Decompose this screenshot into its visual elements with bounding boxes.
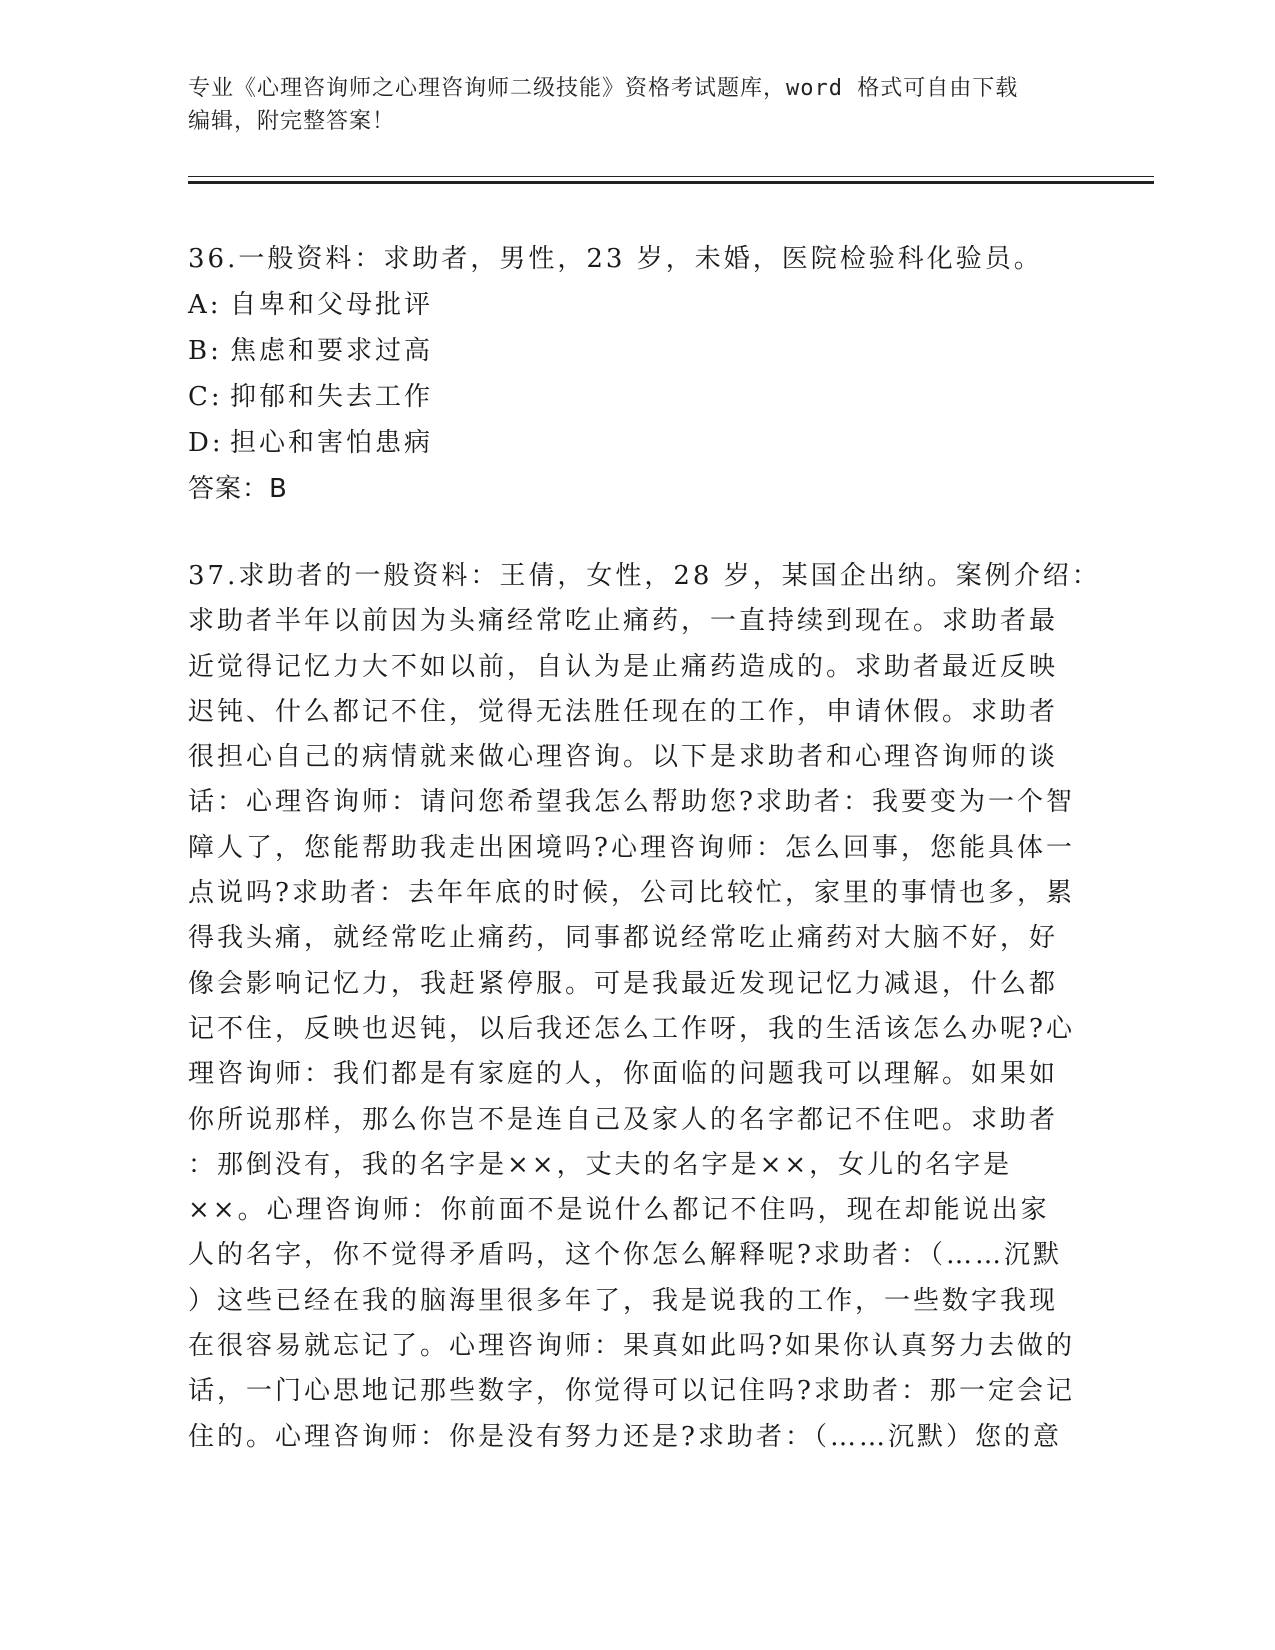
paragraph-line: 人的名字，你不觉得矛盾吗，这个你怎么解释呢?求助者：（……沉默 [188, 1240, 1062, 1271]
question-36 [188, 236, 1088, 512]
paragraph-line: ××。心理咨询师：你前面不是说什么都记不住吗，现在却能说出家 [188, 1195, 1050, 1226]
paragraph-line: 你所说那样，那么你岂不是连自己及家人的名字都记不住吧。求助者 [188, 1104, 1059, 1135]
header-divider-thick [188, 181, 1154, 184]
option-a [188, 282, 1088, 328]
option-text: 焦虑和要求过高 [230, 336, 434, 366]
paragraph-line: ：那倒没有，我的名字是××，丈夫的名字是××，女儿的名字是 [188, 1149, 1013, 1180]
option-c [188, 374, 1088, 420]
paragraph-line: 37.求助者的一般资料：王倩，女性，28 岁，某国企出纳。案例介绍： [188, 561, 1101, 591]
paragraph-line: 很担心自己的病情就来做心理咨询。以下是求助者和心理咨询师的谈 [188, 742, 1059, 773]
option-letter: C: [188, 382, 223, 412]
paragraph-line: 在很容易就忘记了。心理咨询师：果真如此吗?如果你认真努力去做的 [188, 1331, 1075, 1362]
header-divider-thin [188, 176, 1154, 177]
option-letter: A: [188, 290, 222, 320]
option-text: 抑郁和失去工作 [230, 382, 434, 412]
paragraph-line: 话，一门心思地记那些数字，你觉得可以记住吗?求助者：那一定会记 [188, 1376, 1075, 1407]
paragraph-line: 迟钝、什么都记不住，觉得无法胜任现在的工作，申请休假。求助者 [188, 696, 1059, 727]
paragraph-line: 求助者半年以前因为头痛经常吃止痛药，一直持续到现在。求助者最 [188, 606, 1059, 637]
question-37 [188, 554, 1101, 1460]
paragraph-line: 点说吗?求助者：去年年底的时候，公司比较忙，家里的事情也多，累 [188, 878, 1075, 909]
paragraph-line: ）这些已经在我的脑海里很多年了，我是说我的工作，一些数字我现 [188, 1285, 1059, 1316]
paragraph-line: 像会影响记忆力，我赶紧停服。可是我最近发现记忆力减退，什么都 [188, 968, 1059, 999]
option-text: 自卑和父母批评 [230, 290, 434, 320]
header-line-1: 专业《心理咨询师之心理咨询师二级技能》资格考试题库，word 格式可自由下载 [188, 76, 1019, 101]
paragraph-line: 住的。心理咨询师：你是没有努力还是?求助者：（……沉默）您的意 [188, 1421, 1062, 1452]
paragraph-line: 话：心理咨询师：请问您希望我怎么帮助您?求助者：我要变为一个智 [188, 787, 1075, 818]
option-text: 担心和害怕患病 [230, 428, 434, 458]
option-letter: D: [188, 428, 224, 458]
answer-line: 答案：B [188, 474, 288, 504]
paragraph-line: 记不住，反映也迟钝，以后我还怎么工作呀，我的生活该怎么办呢?心 [188, 1013, 1075, 1044]
paragraph-line: 近觉得记忆力大不如以前，自认为是止痛药造成的。求助者最近反映 [188, 651, 1059, 682]
paragraph-line: 理咨询师：我们都是有家庭的人，你面临的问题我可以理解。如果如 [188, 1059, 1059, 1090]
paragraph-line: 得我头痛，就经常吃止痛药，同事都说经常吃止痛药对大脑不好，好 [188, 923, 1059, 954]
option-d [188, 420, 1088, 466]
option-letter: B: [188, 336, 222, 366]
question-stem: 36.一般资料：求助者，男性，23 岁，未婚，医院检验科化验员。 [188, 244, 1043, 274]
paragraph-line: 障人了，您能帮助我走出困境吗?心理咨询师：怎么回事，您能具体一 [188, 832, 1075, 863]
header-line-2: 编辑，附完整答案！ [188, 109, 396, 134]
option-b [188, 328, 1088, 374]
document-header [188, 72, 1078, 138]
